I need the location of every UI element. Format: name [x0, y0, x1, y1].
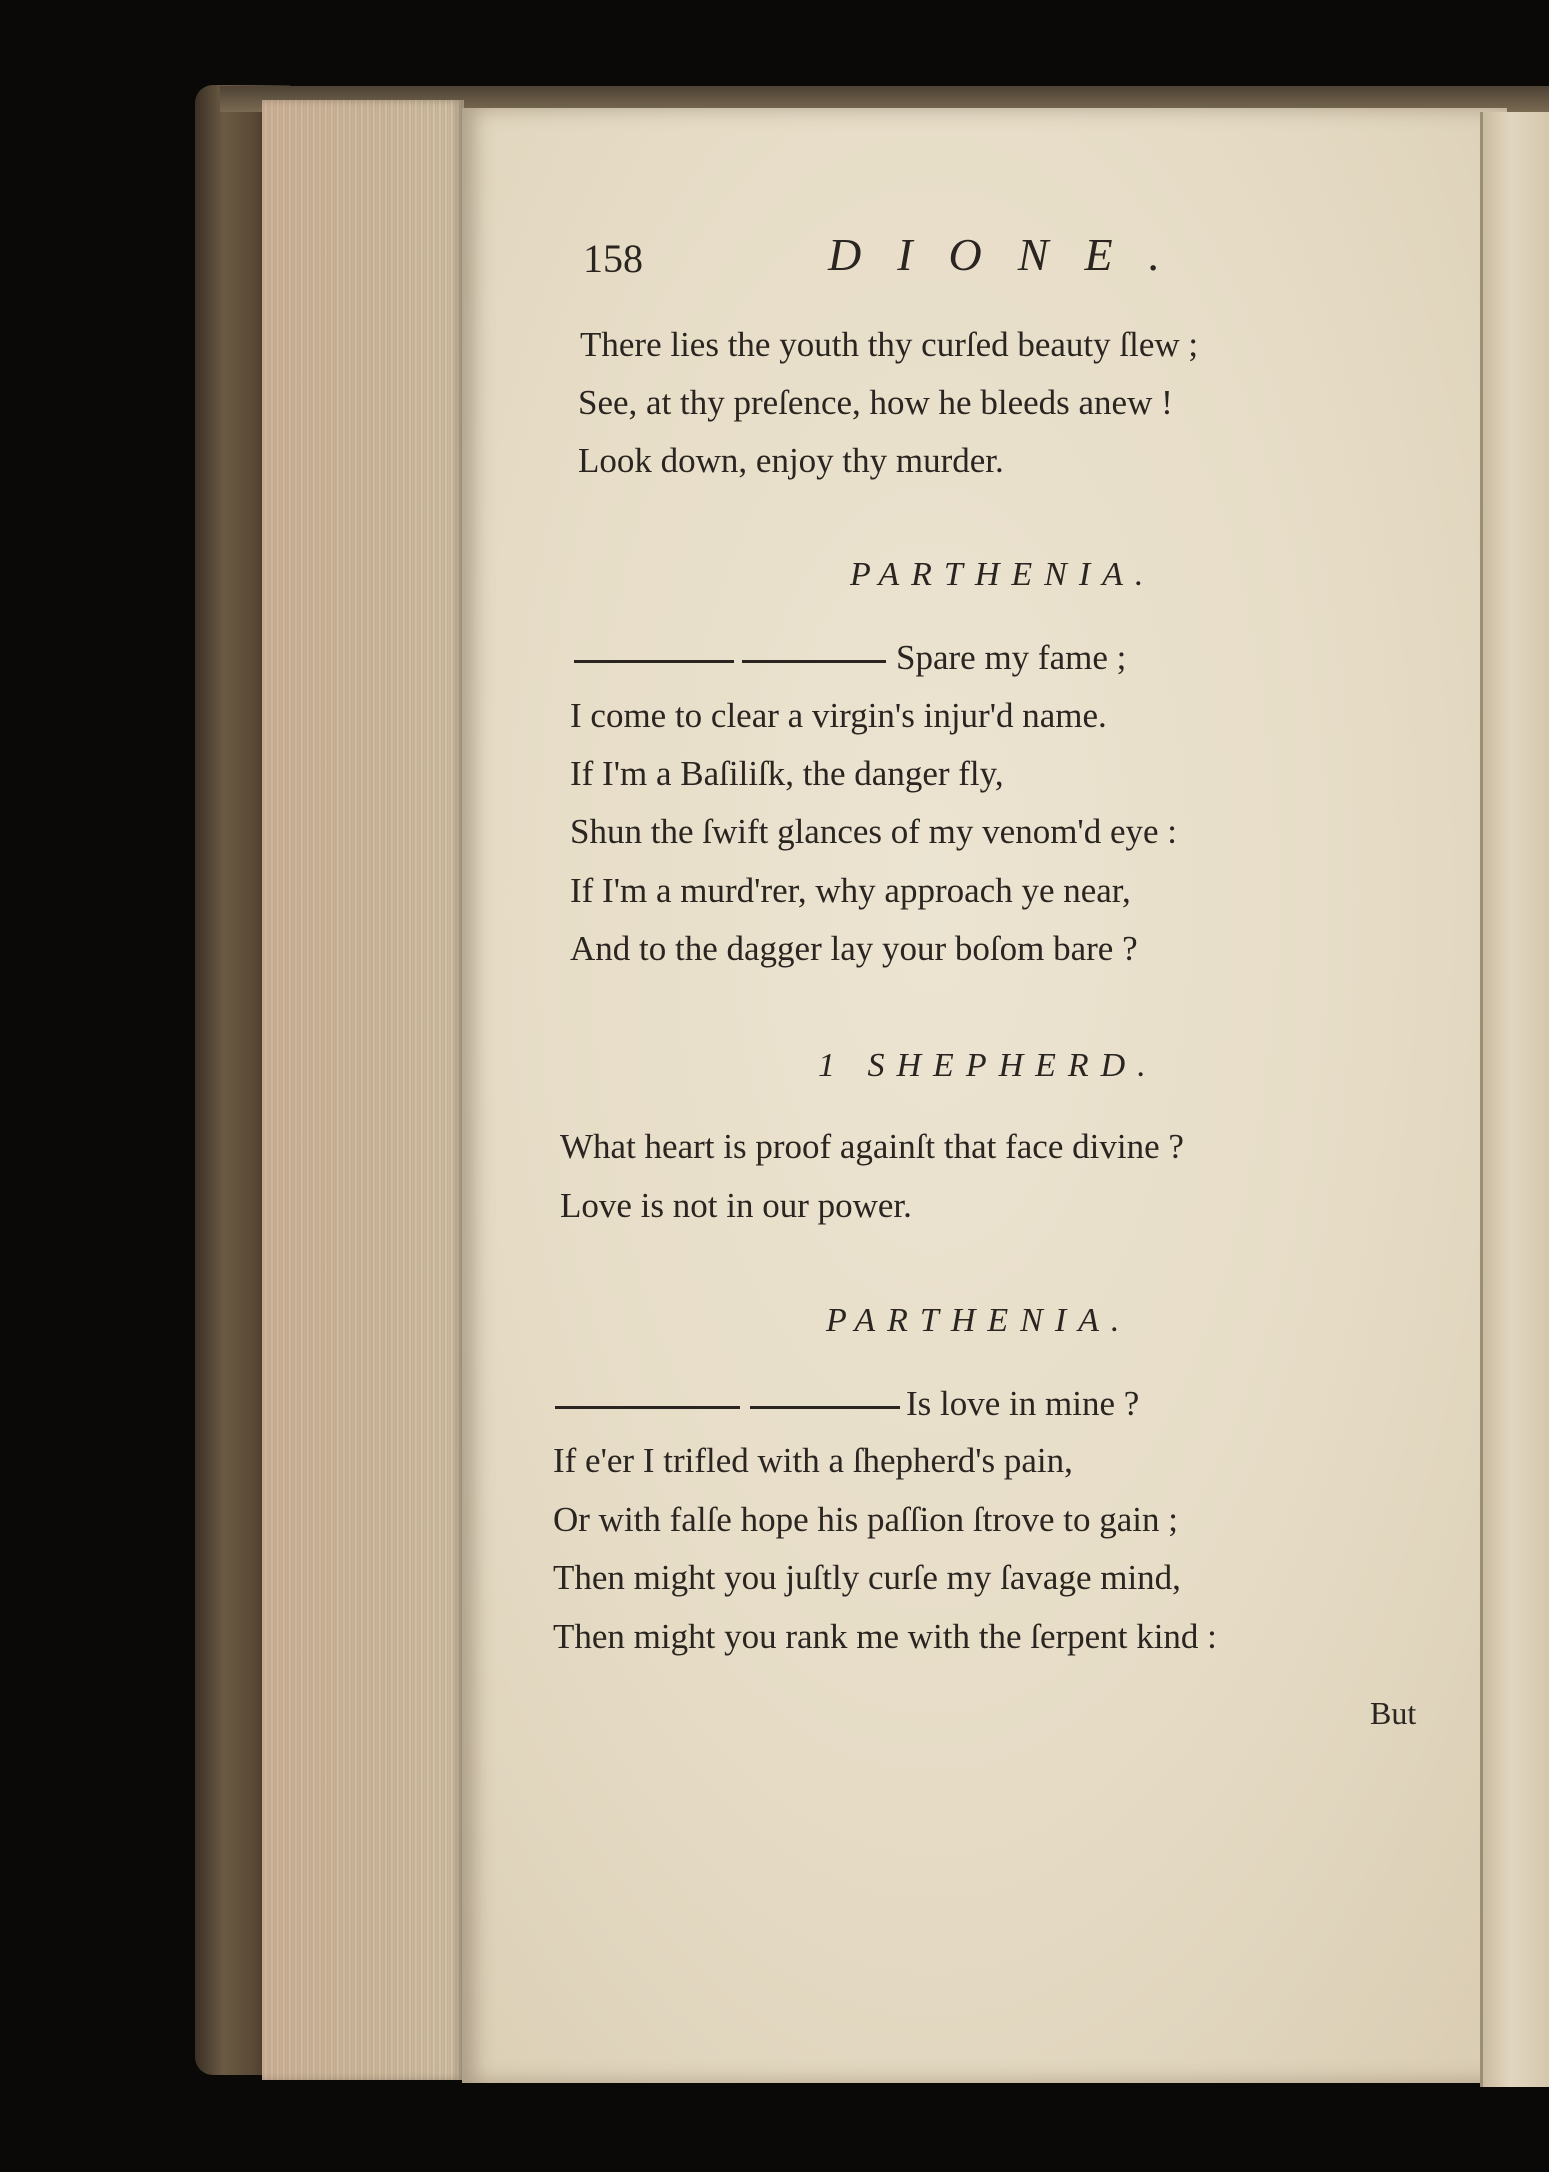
verse-line: Shun the ſwift glances of my venom'd eye :	[570, 812, 1178, 851]
verse-line: See, at thy preſence, how he bleeds anew !	[578, 383, 1173, 422]
verse-lead: Is love in mine ?	[906, 1384, 1140, 1423]
verse-line: If I'm a Baſiliſk, the danger fly,	[570, 754, 1004, 793]
verse-line: What heart is proof againſt that face divine ?	[560, 1127, 1184, 1166]
verse-line: And to the dagger lay your boſom bare ?	[570, 929, 1138, 968]
facing-page-edge	[1480, 112, 1549, 2087]
dash-rule	[750, 1406, 900, 1409]
verse-lead: Spare my fame ;	[896, 638, 1127, 677]
verse-line: I come to clear a virgin's injur'd name.	[570, 696, 1107, 735]
verse-line: Then might you rank me with the ſerpent kind :	[553, 1617, 1217, 1656]
verse-line: If I'm a murd'rer, why approach ye near,	[570, 871, 1131, 910]
verse-line: Then might you juſtly curſe my ſavage mind,	[553, 1558, 1181, 1597]
speaker-heading: 1 SHEPHERD.	[818, 1047, 1158, 1084]
dash-rule	[574, 660, 734, 663]
speaker-heading: PARTHENIA.	[850, 556, 1156, 593]
verse-line: There lies the youth thy curſed beauty ſlew ;	[580, 325, 1199, 364]
running-head: DIONE.	[828, 229, 1197, 280]
verse-line: Or with falſe hope his paſſion ſtrove to gain ;	[553, 1500, 1179, 1539]
page-edges	[262, 100, 464, 2080]
verse-line: Love is not in our power.	[560, 1186, 912, 1225]
speaker-heading: PARTHENIA.	[826, 1302, 1132, 1339]
verse-line: Look down, enjoy thy murder.	[578, 441, 1004, 480]
dash-rule	[742, 660, 886, 663]
catchword: But	[1370, 1695, 1417, 1731]
dash-rule	[555, 1406, 740, 1409]
page-number: 158	[583, 236, 643, 281]
verse-line: If e'er I trifled with a ſhepherd's pain,	[553, 1441, 1073, 1480]
